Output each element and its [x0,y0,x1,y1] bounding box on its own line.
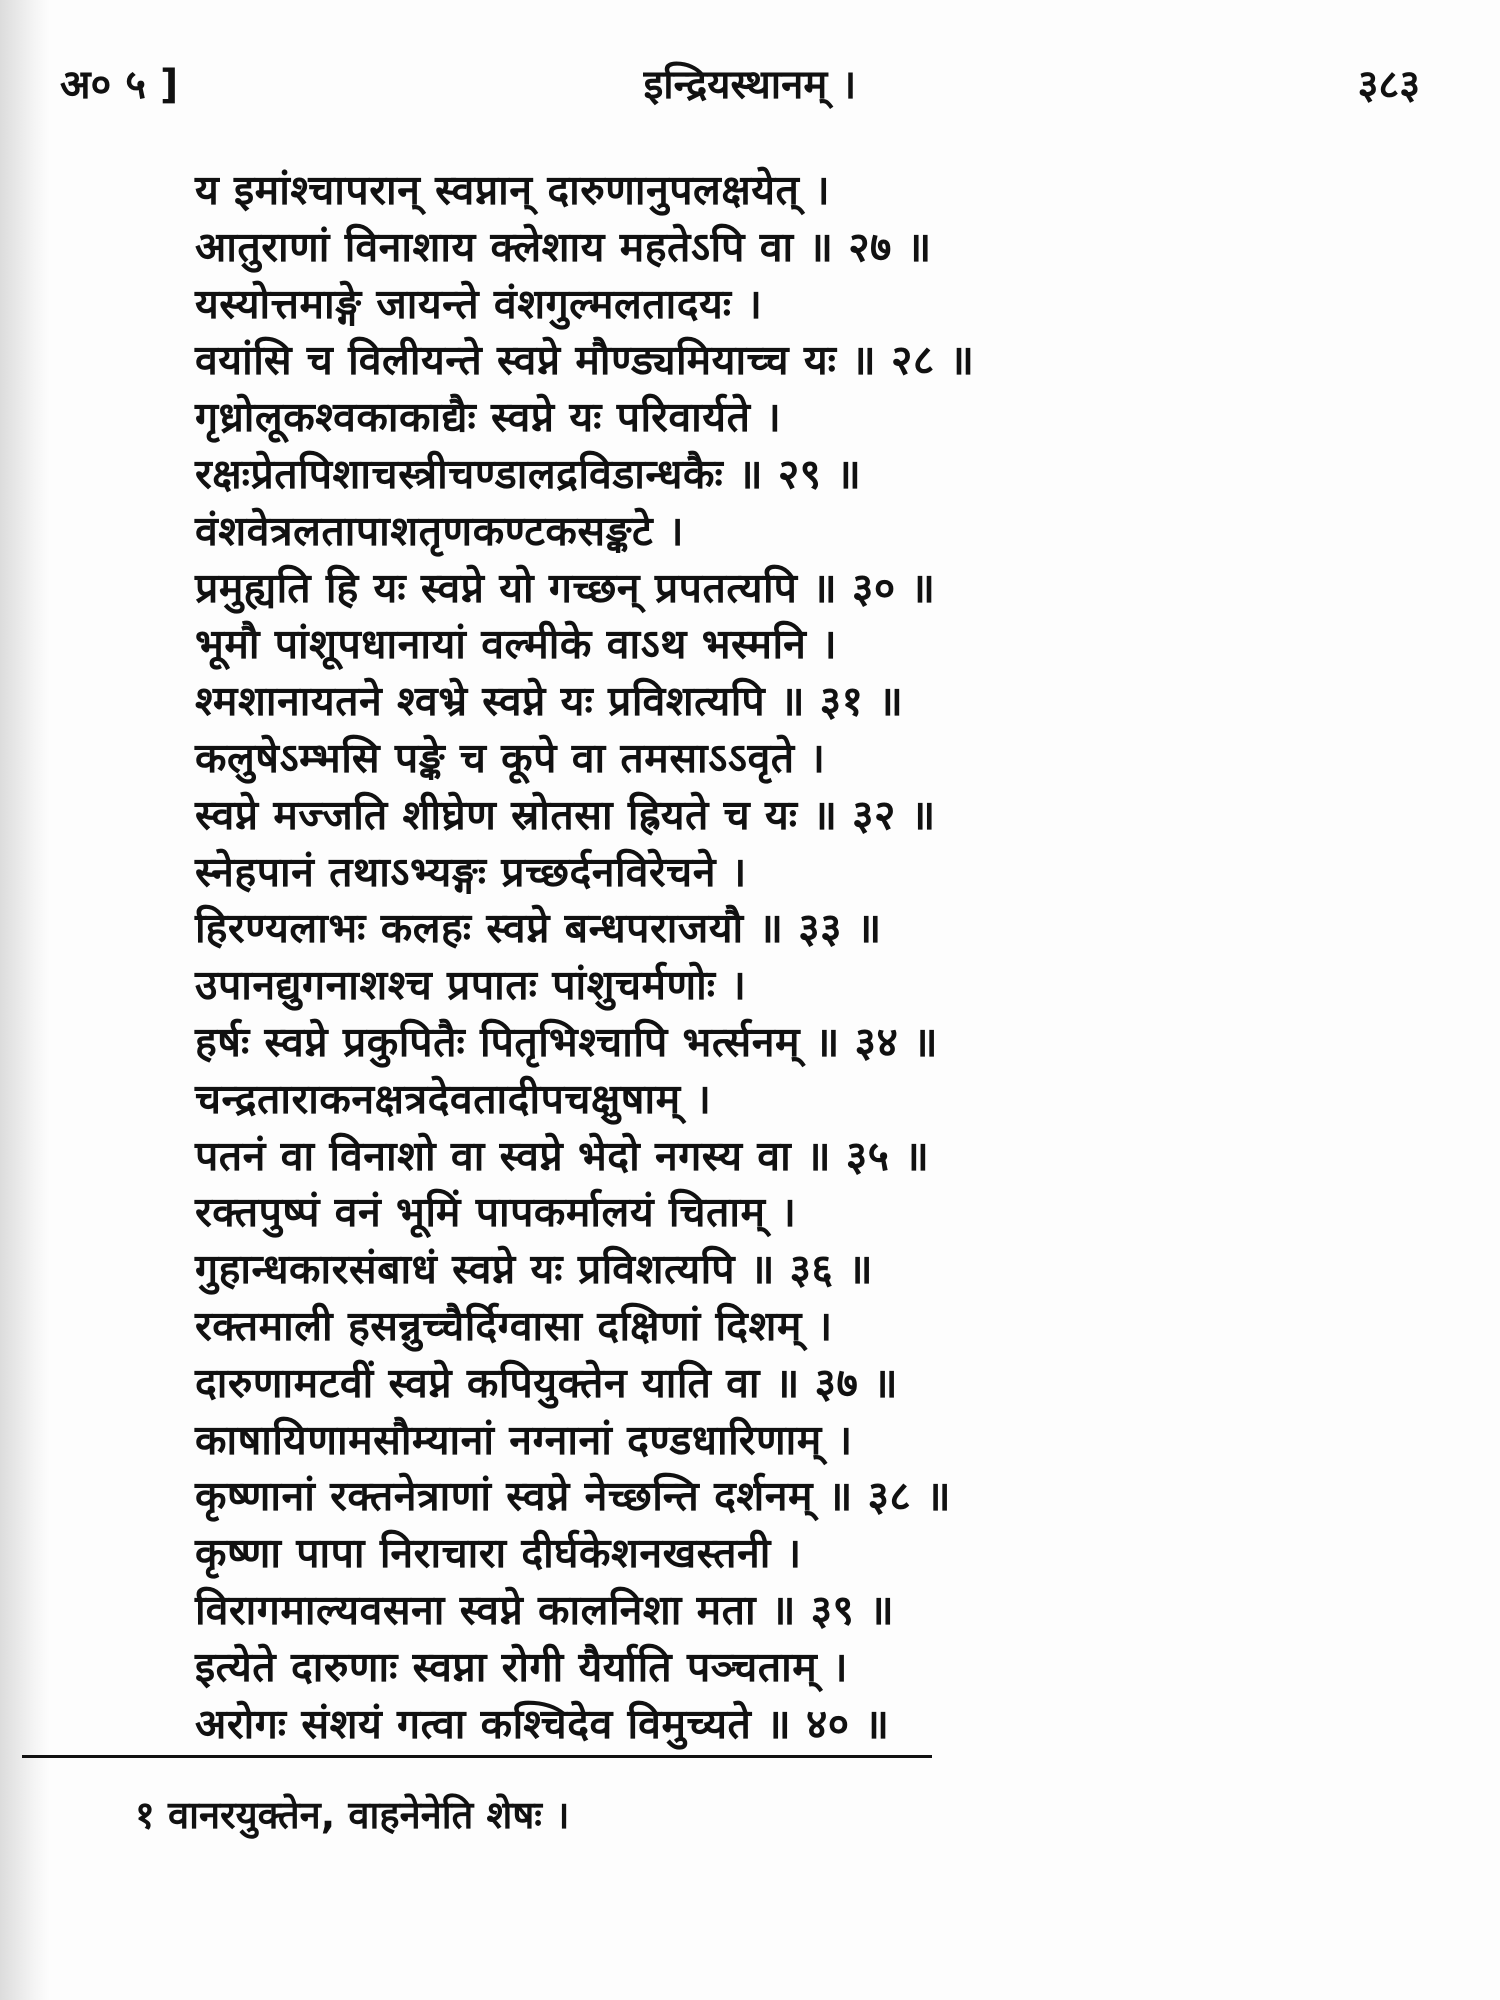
verse-line: य इमांश्चापरान् स्वप्नान् दारुणानुपलक्षयेत् । [195,166,831,214]
section-title: इन्द्रियस्थानम् । [643,62,857,108]
page-edge-shadow [0,0,50,2000]
verse-line: चन्द्रताराकनक्षत्रदेवतादीपचक्षुषाम् । [195,1074,712,1123]
verse-line: श्मशानायतने श्वभ्रे स्वप्ने यः प्रविशत्यपि ॥ ३१ ॥ [195,677,904,726]
verse-line: यस्योत्तमाङ्गे जायन्ते वंशगुल्मलतादयः । [195,279,763,328]
verse-line: काषायिणामसौम्यानां नग्नानां दण्डधारिणाम् । [195,1415,853,1464]
verse-line: गृध्रोलूकश्वकाकाद्यैः स्वप्ने यः परिवार्यते । [195,393,782,442]
verse-line: आतुराणां विनाशाय क्लेशाय महतेऽपि वा ॥ २७ ॥ [195,222,932,271]
footnote-divider [22,1755,932,1758]
page-number: ३८३ [1357,62,1420,108]
verse-line: रक्षःप्रेतपिशाचस्त्रीचण्डालद्रविडान्धकैः ॥ २९ ॥ [195,449,862,498]
verse-line: रक्तमाली हसन्नुच्चैर्दिग्वासा दक्षिणां दिशम् । [195,1301,833,1350]
verse-line: भूमौ पांशूपधानायां वल्मीके वाऽथ भस्मनि । [195,620,838,669]
verse-line: उपानद्युगनाशश्च प्रपातः पांशुचर्मणोः । [195,961,747,1010]
verse-line: कलुषेऽम्भसि पङ्के च कूपे वा तमसाऽऽवृते । [195,733,826,782]
verse-line: गुहान्धकारसंबाधं स्वप्ने यः प्रविशत्यपि ॥ ३६ ॥ [195,1245,874,1294]
verse-line: वंशवेत्रलतापाशतृणकण्टकसङ्कटे । [195,506,684,555]
footnote: १ वानरयुक्तेन, वाहनेनेति शेषः । [135,1793,570,1837]
verse-line: कृष्णानां रक्तनेत्राणां स्वप्ने नेच्छन्ति दर्शनम् ॥ ३८ ॥ [195,1472,952,1521]
verse-line: वयांसि च विलीयन्ते स्वप्ने मौण्ड्यमियाच्च यः ॥ २८ ॥ [195,336,975,385]
verse-line: स्वप्ने मज्जति शीघ्रेण स्रोतसा ह्रियते च यः ॥ ३२ ॥ [195,790,936,839]
verse-line: प्रमुह्यति हि यः स्वप्ने यो गच्छन् प्रपतत्यपि ॥ ३० ॥ [195,563,936,612]
verse-line: इत्येते दारुणाः स्वप्ना रोगी यैर्याति पञ्चताम् । [195,1642,849,1691]
verse-line: अरोगः संशयं गत्वा कश्चिदेव विमुच्यते ॥ ४० ॥ [195,1699,890,1748]
verse-block [195,162,1345,1752]
chapter-label: अ० ५ ] [60,62,179,108]
verse-line: हर्षः स्वप्ने प्रकुपितैः पितृभिश्चापि भर्त्सनम् ॥ ३४ ॥ [195,1017,939,1066]
verse-line: पतनं वा विनाशो वा स्वप्ने भेदो नगस्य वा ॥ ३५ ॥ [195,1131,930,1180]
verse-line: दारुणामटवीं स्वप्ने कपियुक्तेन याति वा ॥ ३७ ॥ [195,1358,899,1407]
verse-line: कृष्णा पापा निराचारा दीर्घकेशनखस्तनी । [195,1529,802,1578]
page-header [60,55,1420,115]
verse-line: स्नेहपानं तथाऽभ्यङ्गः प्रच्छर्दनविरेचने । [195,847,747,896]
verse-line: रक्तपुष्पं वनं भूमिं पापकर्मालयं चिताम् । [195,1188,797,1237]
verse-line: विरागमाल्यवसना स्वप्ने कालनिशा मता ॥ ३९ ॥ [195,1585,895,1634]
verse-line: हिरण्यलाभः कलहः स्वप्ने बन्धपराजयौ ॥ ३३ ॥ [195,904,882,953]
